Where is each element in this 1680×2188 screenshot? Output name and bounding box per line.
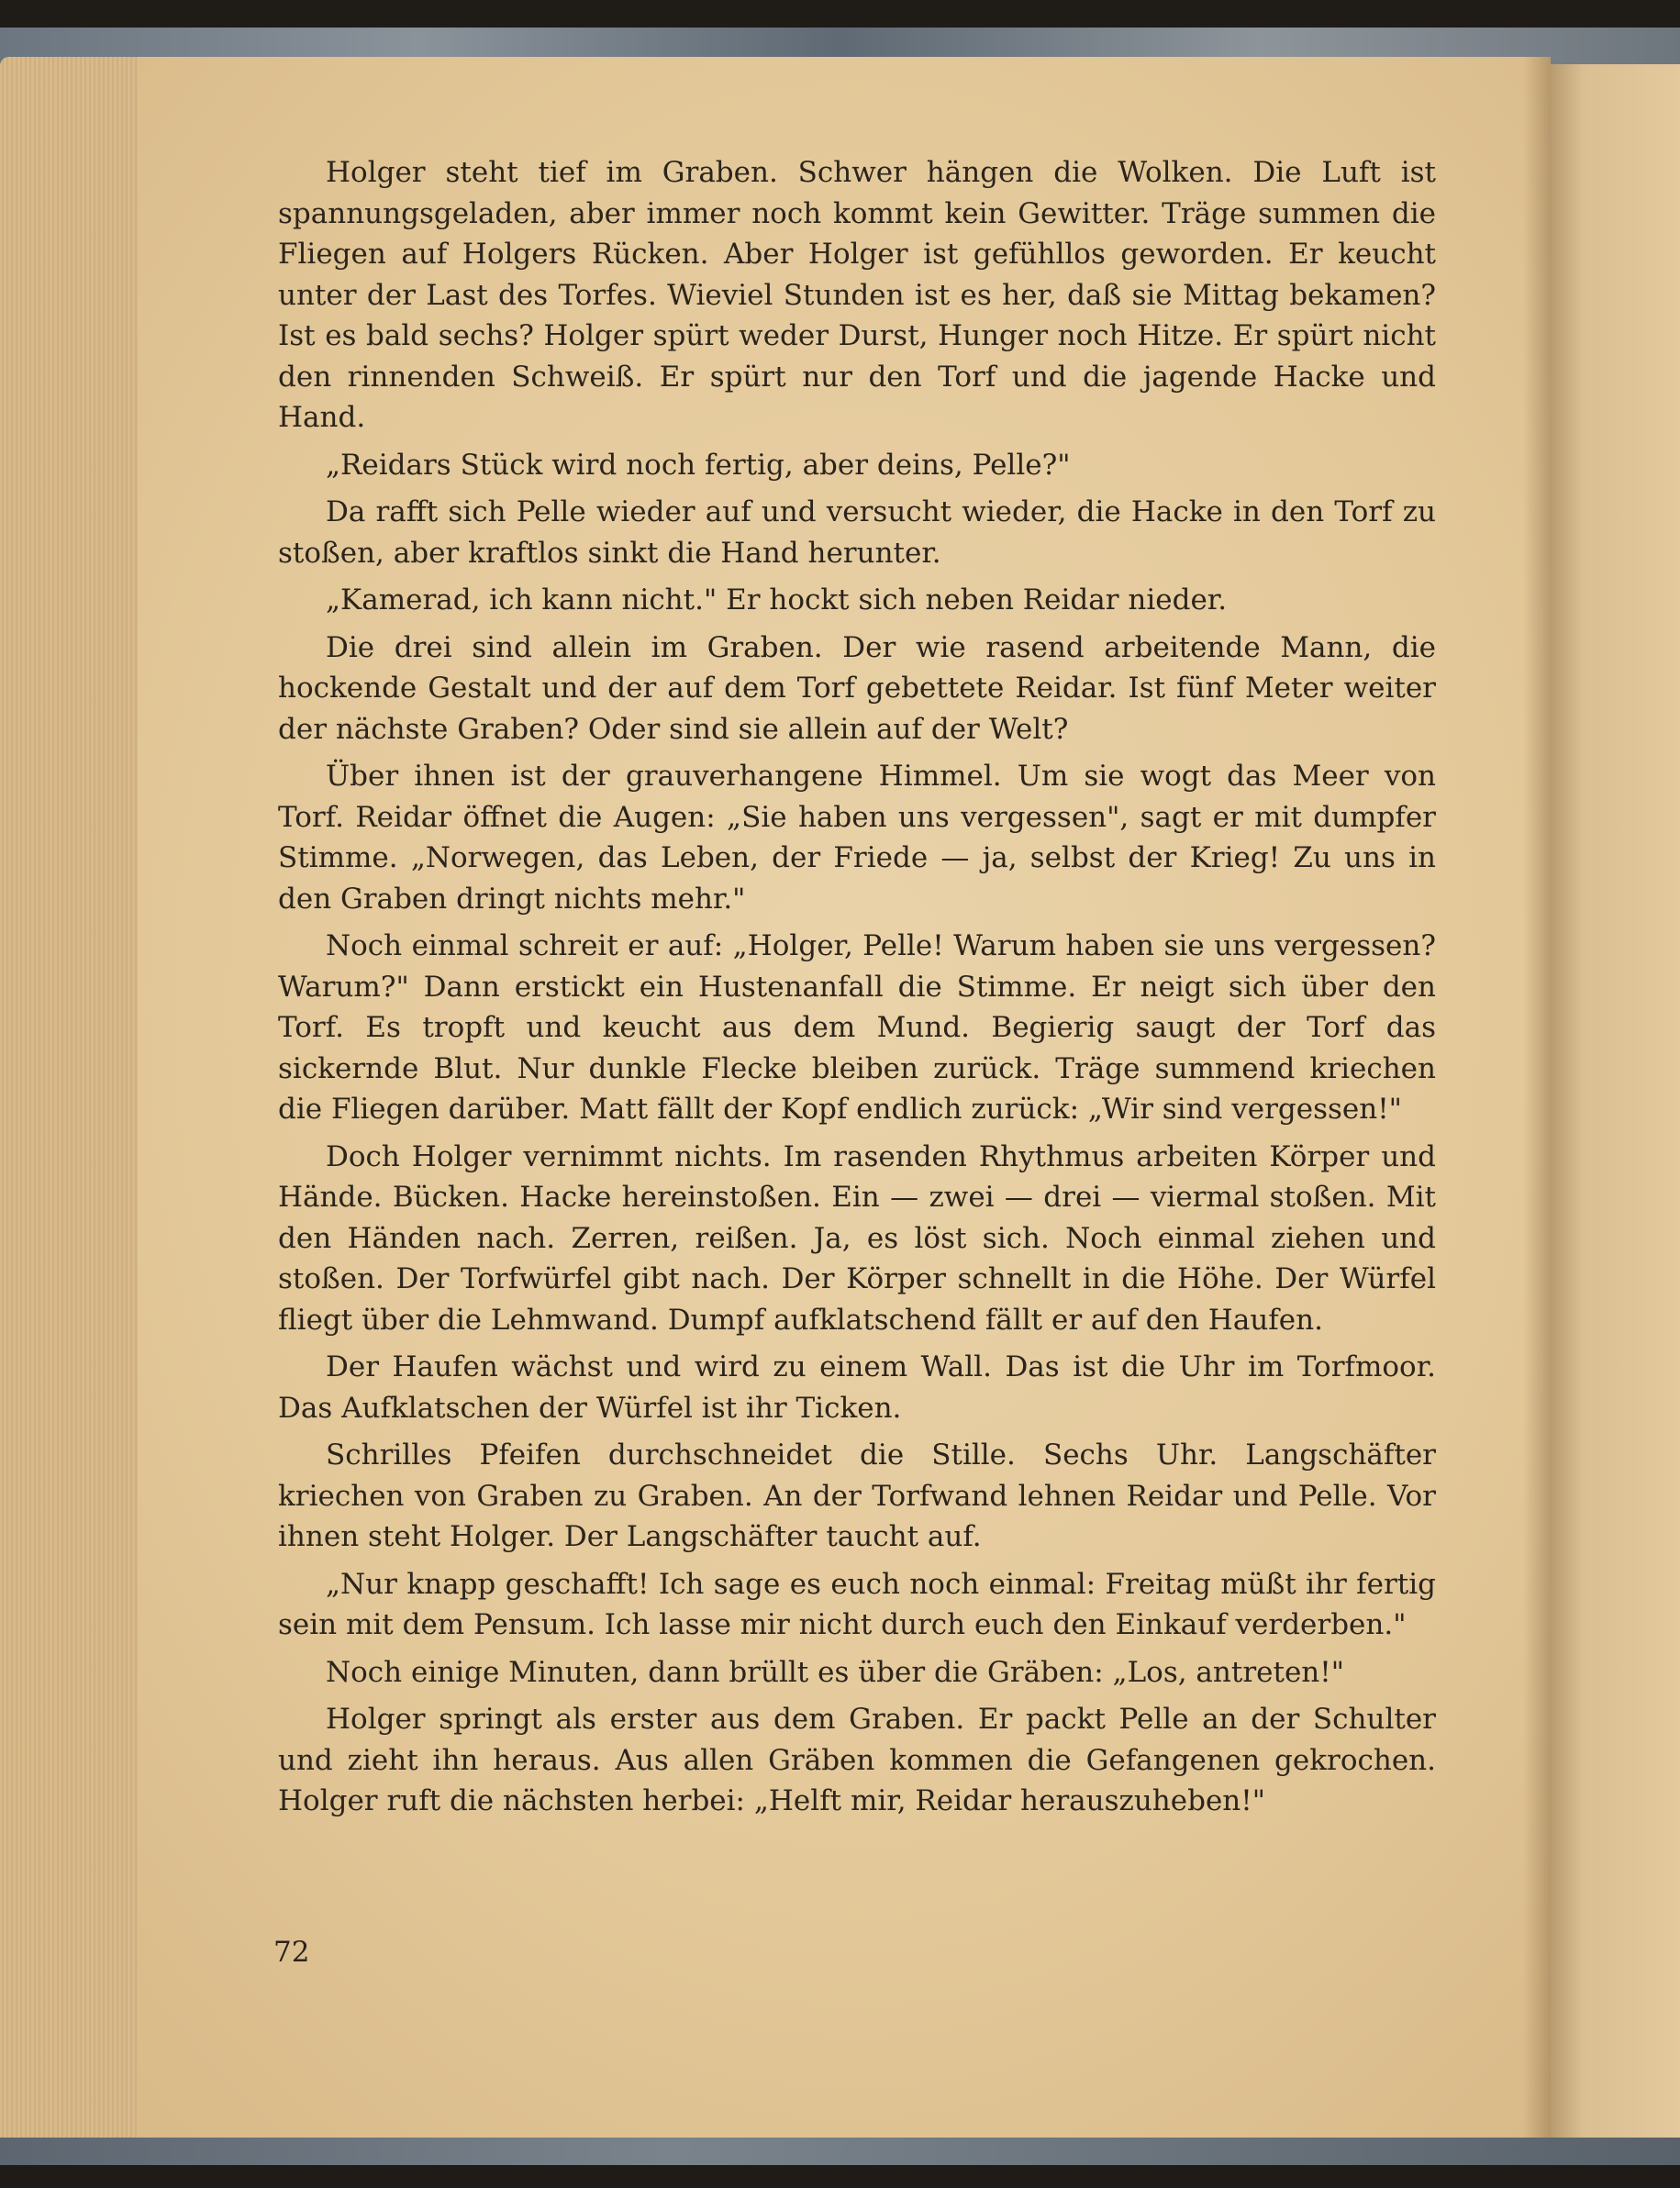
paragraph: Schrilles Pfeifen durchschneidet die Stille. Sechs Uhr. Langschäfter kriechen von Graben zu Graben. An der Torfwand lehnen Reidar und Pelle. Vor ihnen steht Holger. Der Langschäfter taucht auf. xyxy=(278,1438,1436,1553)
paragraph: „Reidars Stück wird noch fertig, aber deins, Pelle?" xyxy=(326,448,1071,482)
paragraph: „Kamerad, ich kann nicht." Er hockt sich neben Reidar nieder. xyxy=(326,583,1228,616)
page-gutter xyxy=(1523,57,1551,2156)
paragraph: Noch einige Minuten, dann brüllt es über die Gräben: „Los, antreten!" xyxy=(326,1655,1344,1689)
paragraph: Da rafft sich Pelle wieder auf und versucht wieder, die Hacke in den Torf zu stoßen, aber kraftlos sinkt die Hand herunter. xyxy=(278,495,1436,570)
page-number: 72 xyxy=(273,1936,310,1969)
paragraph: Der Haufen wächst und wird zu einem Wall. Das ist die Uhr im Torfmoor. Das Aufklatschen der Würfel ist ihr Ticken. xyxy=(278,1350,1436,1425)
paragraph: Über ihnen ist der grauverhangene Himmel. Um sie wogt das Meer von Torf. Reidar öffnet die Augen: „Sie haben uns vergessen", sagt er mit dumpfer Stimme. „Norwegen, das Leben, der Friede — ja, selbst der Krieg! Zu uns in den Graben dringt nichts mehr." xyxy=(278,760,1436,916)
facing-page-edge xyxy=(1551,64,1680,2138)
paragraph: Holger steht tief im Graben. Schwer hängen die Wolken. Die Luft ist spannungsgeladen, aber immer noch kommt kein Gewitter. Träge summen die Fliegen auf Holgers Rücken. Aber Holger ist gefühllos geworden. Er keucht unter der Last des Torfes. Wieviel Stunden ist es her, daß sie Mittag bekamen? Ist es bald sechs? Holger spürt weder Durst, Hunger noch Hitze. Er spürt nicht den rinnenden Schweiß. Er spürt nur den Torf und die jagende Hacke und Hand. xyxy=(278,156,1436,434)
paragraph: „Nur knapp geschafft! Ich sage es euch noch einmal: Freitag müßt ihr fertig sein mit dem Pensum. Ich lasse mir nicht durch euch den Einkauf verderben." xyxy=(278,1567,1436,1641)
book-binding-bottom xyxy=(0,2138,1680,2165)
page-text xyxy=(278,152,1436,1822)
paragraph: Doch Holger vernimmt nichts. Im rasenden Rhythmus arbeiten Körper und Hände. Bücken. Hacke hereinstoßen. Ein — zwei — drei — viermal stoßen. Mit den Händen nach. Zerren, reißen. Ja, es löst sich. Noch einmal ziehen und stoßen. Der Torfwürfel gibt nach. Der Körper schnellt in die Höhe. Der Würfel fliegt über die Lehmwand. Dumpf aufklatschend fällt er auf den Haufen. xyxy=(278,1139,1436,1337)
page-edges xyxy=(0,57,138,2156)
paragraph: Noch einmal schreit er auf: „Holger, Pelle! Warum haben sie uns vergessen? Warum?" Dann erstickt ein Hustenanfall die Stimme. Er neigt sich über den Torf. Es tropft und keucht aus dem Mund. Begierig saugt der Torf das sickernde Blut. Nur dunkle Flecke bleiben zurück. Träge summend kriechen die Fliegen darüber. Matt fällt der Kopf endlich zurück: „Wir sind vergessen!" xyxy=(278,929,1436,1126)
paragraph: Holger springt als erster aus dem Graben. Er packt Pelle an der Schulter und zieht ihn heraus. Aus allen Gräben kommen die Gefangenen gekrochen. Holger ruft die nächsten herbei: „Helft mir, Reidar herauszuheben!" xyxy=(278,1703,1436,1817)
paragraph: Die drei sind allein im Graben. Der wie rasend arbeitende Mann, die hockende Gestalt und der auf dem Torf gebettete Reidar. Ist fünf Meter weiter der nächste Graben? Oder sind sie allein auf der Welt? xyxy=(278,630,1436,746)
